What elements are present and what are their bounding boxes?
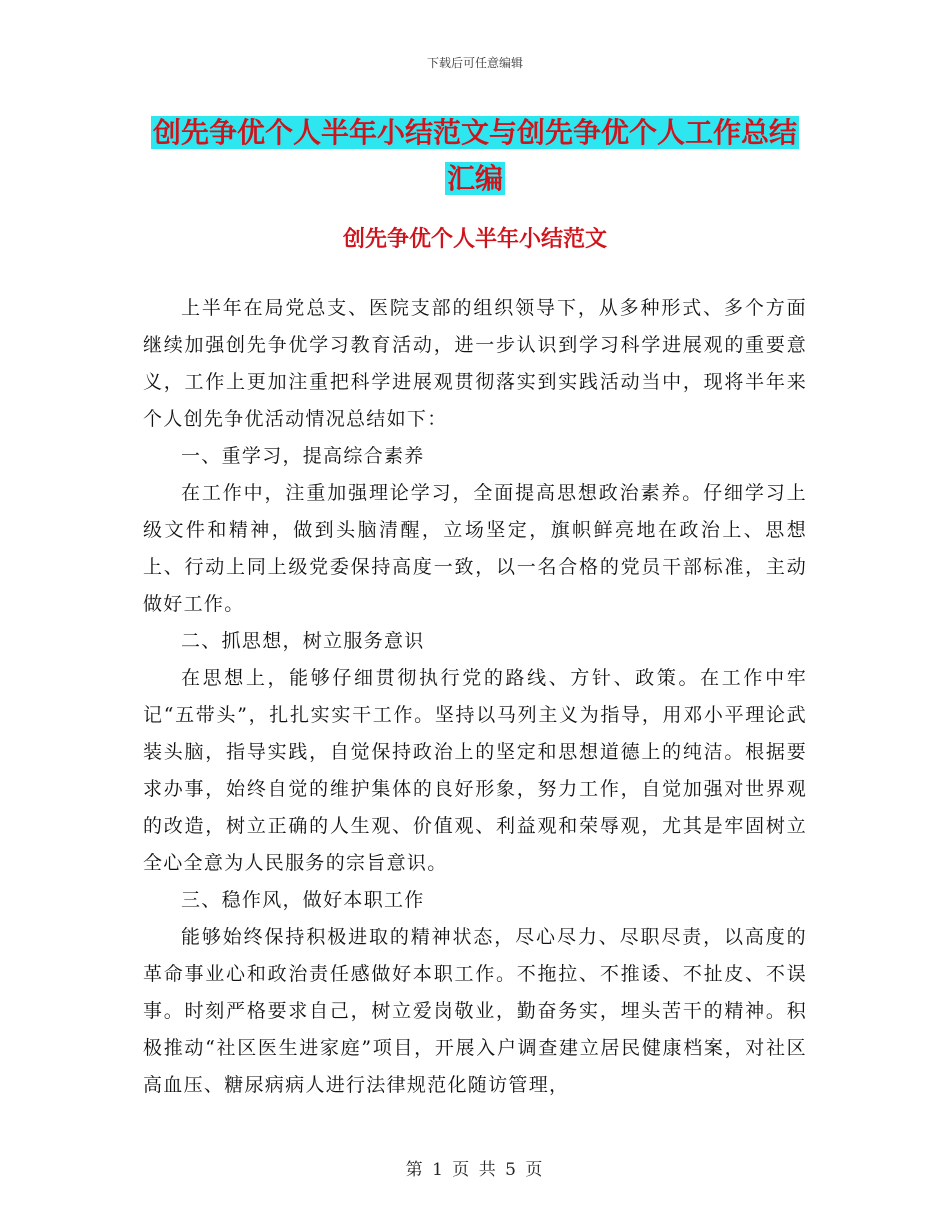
title-line-2: 汇编 <box>446 162 503 195</box>
paragraph-study: 在工作中，注重加强理论学习，全面提高思想政治素养。仔细学习上级文件和精神，做到头脑清醒，立场坚定，旗帜鲜亮地在政治上、思想上、行动上同上级党委保持高度一致，以一名合格的党员干部标准，主动做好工作。 <box>143 482 807 615</box>
paragraph-intro: 上半年在局党总支、医院支部的组织领导下，从多种形式、多个方面继续加强创先争优学习教育活动，进一步认识到学习科学进展观的重要意义，工作上更加注重把科学进展观贯彻落实到实践活动当中，现将半年来个人创先争优活动情况总结如下： <box>143 297 807 430</box>
document-title <box>145 110 805 202</box>
header-note: 下载后可任意编辑 <box>426 56 523 70</box>
section-title: 创先争优个人半年小结范文 <box>342 227 607 252</box>
heading-style: 三、稳作风，做好本职工作 <box>181 889 425 911</box>
paragraph-style: 能够始终保持积极进取的精神状态，尽心尽力、尽职尽责，以高度的革命事业心和政治责任感做好本职工作。不拖拉、不推诿、不扯皮、不误事。时刻严格要求自己，树立爱岗敬业，勤奋务实，埋头苦干的精神。积极推动“社区医生进家庭”项目，开展入户调查建立居民健康档案，对社区高血压、糖尿病病人进行法律规范化随访管理， <box>143 926 807 1096</box>
heading-thought: 二、抓思想，树立服务意识 <box>181 630 425 652</box>
page-footer: 第 1 页 共 5 页 <box>405 1160 545 1180</box>
heading-study: 一、重学习，提高综合素养 <box>181 445 425 467</box>
paragraph-thought: 在思想上，能够仔细贯彻执行党的路线、方针、政策。在工作中牢记“五带头”，扎扎实实干工作。坚持以马列主义为指导，用邓小平理论武装头脑，指导实践，自觉保持政治上的坚定和思想道德上的纯洁。根据要求办事，始终自觉的维护集体的良好形象，努力工作，自觉加强对世界观的改造，树立正确的人生观、价值观、利益观和荣辱观，尤其是牢固树立全心全意为人民服务的宗旨意识。 <box>143 667 807 874</box>
document-body <box>143 290 807 1104</box>
title-line-1: 创先争优个人半年小结范文与创先争优个人工作总结 <box>152 116 797 149</box>
